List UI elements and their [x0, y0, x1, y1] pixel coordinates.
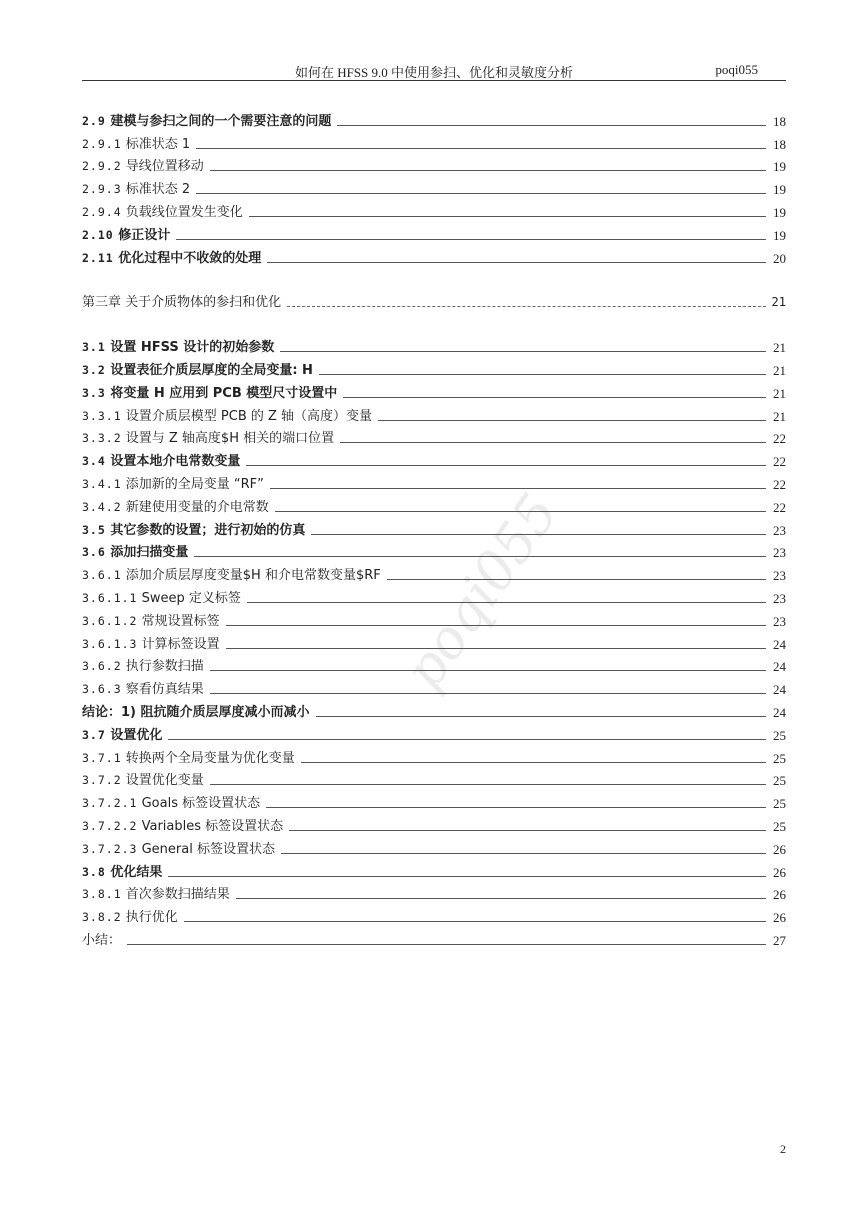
toc-entry-label	[82, 500, 269, 515]
toc-entry-text: 设置介质层模型 PCB 的 Z 轴（高度）变量	[125, 408, 373, 424]
toc-entry-number: 3.6.2	[82, 659, 122, 674]
toc-entry[interactable]	[82, 106, 786, 129]
toc-page-number: 22	[773, 499, 786, 515]
toc-entry-text: 常规设置标签	[141, 613, 220, 629]
toc-leader-line	[210, 170, 766, 171]
toc-page-number: 18	[773, 136, 786, 152]
toc-entry[interactable]	[82, 811, 786, 834]
toc-entry-text: 察看仿真结果	[125, 682, 204, 698]
table-of-contents	[82, 106, 786, 948]
toc-leader-line	[387, 579, 766, 580]
toc-page-number: 25	[773, 727, 786, 743]
toc-entry-label	[82, 819, 283, 834]
toc-leader-line	[168, 739, 766, 740]
toc-leader-line	[236, 898, 766, 899]
toc-entry-number: 2.9.1	[82, 136, 122, 151]
toc-entry-number: 3.7	[82, 727, 106, 742]
toc-entry-number: 3.3.2	[82, 431, 122, 446]
toc-entry-text: 第三章 关于介质物体的参扫和优化	[82, 295, 282, 311]
toc-entry-number: 3.7.1	[82, 750, 122, 765]
toc-entry-number: 3.8.2	[82, 910, 122, 925]
toc-page-number: 19	[773, 204, 786, 220]
toc-leader-line	[275, 511, 766, 512]
toc-entry[interactable]	[82, 129, 786, 152]
toc-entry-number: 3.6	[82, 545, 106, 560]
author-name: poqi055	[715, 62, 758, 77]
toc-entry-text: 添加新的全局变量 “RF”	[125, 476, 264, 492]
document-title: 如何在 HFSS 9.0 中使用参扫、优化和灵敏度分析	[294, 65, 574, 80]
toc-entry-number: 3.1	[82, 340, 106, 355]
toc-page-number: 21	[773, 408, 786, 424]
toc-entry[interactable]	[82, 629, 786, 652]
toc-page-number: 23	[773, 522, 786, 538]
toc-entry-label	[82, 431, 334, 446]
toc-entry[interactable]	[82, 652, 786, 675]
toc-entry-number: 3.2	[82, 362, 106, 377]
toc-entry-text: Goals 标签设置状态	[141, 796, 261, 812]
watermark: poqi055	[391, 482, 571, 701]
toc-entry[interactable]	[82, 515, 786, 538]
toc-entry-label	[82, 228, 170, 243]
toc-leader-line	[316, 716, 766, 717]
toc-entry-label	[82, 887, 230, 902]
toc-entry-label	[82, 933, 121, 948]
toc-leader-line	[176, 239, 766, 240]
toc-entry-number: 3.8.1	[82, 887, 122, 902]
toc-entry-label	[82, 545, 188, 560]
toc-entry[interactable]	[82, 446, 786, 469]
toc-entry-number: 2.9.4	[82, 204, 122, 219]
toc-entry-text: Variables 标签设置状态	[141, 818, 284, 834]
toc-entry-text: 导线位置移动	[125, 159, 204, 175]
toc-entry-text: 执行优化	[125, 910, 178, 926]
toc-entry-number: 2.10	[82, 227, 114, 242]
toc-page-number: 22	[773, 431, 786, 447]
toc-entry-text: 优化结果	[110, 864, 163, 880]
toc-entry-number: 3.7.2.3	[82, 841, 138, 856]
toc-page-number: 24	[773, 704, 786, 720]
toc-entry-label	[82, 295, 281, 310]
toc-leader-line	[249, 216, 766, 217]
toc-leader-line	[194, 556, 766, 557]
toc-entry-number: 2.9	[82, 113, 106, 128]
toc-leader-line	[247, 602, 766, 603]
toc-entry-text: 负载线位置发生变化	[125, 204, 243, 220]
toc-entry-label	[82, 865, 162, 880]
toc-page-number: 22	[773, 454, 786, 470]
toc-entry-number: 3.3.1	[82, 408, 122, 423]
toc-leader-line	[378, 420, 766, 421]
toc-entry-text: 设置表征介质层厚度的全局变量: H	[110, 362, 313, 378]
toc-entry-label	[82, 182, 190, 197]
toc-entry[interactable]	[82, 243, 786, 266]
toc-entry-number: 3.6.1	[82, 568, 122, 583]
toc-entry-label	[82, 251, 261, 266]
toc-entry-text: 优化过程中不收敛的处理	[118, 250, 262, 266]
toc-entry-label	[82, 773, 204, 788]
toc-entry[interactable]	[82, 197, 786, 220]
toc-entry[interactable]	[82, 401, 786, 424]
toc-entry-number: 3.8	[82, 864, 106, 879]
toc-page-number: 21	[773, 385, 786, 401]
toc-entry-label	[82, 751, 295, 766]
toc-leader-line	[281, 853, 766, 854]
toc-leader-line	[210, 784, 766, 785]
toc-entry[interactable]	[82, 880, 786, 903]
toc-leader-line	[226, 625, 766, 626]
toc-entry-text: 标准状态 2	[125, 182, 191, 198]
toc-entry[interactable]	[82, 743, 786, 766]
toc-page-number: 25	[773, 750, 786, 766]
toc-page-number: 22	[773, 476, 786, 492]
toc-entry-label	[82, 340, 274, 355]
toc-entry-text: 添加介质层厚度变量$H 和介电常数变量$RF	[125, 568, 381, 584]
toc-page-number: 24	[773, 682, 786, 698]
toc-leader-line	[184, 921, 766, 922]
toc-entry-number: 3.6.3	[82, 682, 122, 697]
toc-entry-number: 3.7.2.1	[82, 796, 138, 811]
toc-entry-label	[82, 137, 190, 152]
toc-page-number: 20	[773, 250, 786, 266]
toc-leader-line	[210, 693, 766, 694]
toc-entry-text: 转换两个全局变量为优化变量	[125, 750, 295, 766]
toc-entry-label	[82, 637, 220, 652]
toc-entry-text: 设置与 Z 轴高度$H 相关的端口位置	[125, 431, 335, 447]
toc-entry-text: 设置优化	[110, 727, 163, 743]
toc-page-number: 23	[773, 568, 786, 584]
toc-entry[interactable]	[82, 674, 786, 697]
toc-entry-label	[82, 910, 178, 925]
toc-entry-label	[82, 386, 337, 401]
toc-leader-line	[246, 465, 766, 466]
toc-entry[interactable]	[82, 424, 786, 447]
toc-entry-label	[82, 205, 243, 220]
toc-entry[interactable]	[82, 378, 786, 401]
toc-leader-line	[226, 648, 766, 649]
toc-entry[interactable]	[82, 697, 786, 720]
toc-entry-label	[82, 728, 162, 743]
toc-entry[interactable]	[82, 355, 786, 378]
toc-entry-text: Sweep 定义标签	[141, 590, 241, 606]
toc-leader-line	[301, 762, 766, 763]
toc-entry[interactable]	[82, 606, 786, 629]
toc-entry-text: 其它参数的设置；进行初始的仿真	[110, 522, 306, 538]
toc-leader-line	[267, 262, 766, 263]
toc-entry-label	[82, 614, 220, 629]
toc-entry-number: 3.7.2.2	[82, 818, 138, 833]
toc-page-number: 27	[773, 932, 786, 948]
toc-entry-number: 3.4.1	[82, 476, 122, 491]
toc-entry-text: 添加扫描变量	[110, 545, 189, 561]
toc-entry[interactable]	[82, 492, 786, 515]
toc-entry-text: 设置 HFSS 设计的初始参数	[110, 340, 275, 356]
toc-chapter-entry[interactable]	[82, 288, 786, 311]
toc-entry-label	[82, 796, 260, 811]
toc-entry-label	[82, 659, 204, 674]
toc-entry-text: 新建使用变量的介电常数	[125, 499, 269, 515]
toc-entry-number: 2.9.2	[82, 159, 122, 174]
toc-entry-label	[82, 363, 313, 378]
toc-entry-label	[82, 114, 331, 129]
toc-page-number: 26	[773, 864, 786, 880]
toc-entry-text: 结论：1) 阻抗随介质层厚度减小而减小	[82, 704, 310, 720]
toc-entry[interactable]	[82, 902, 786, 925]
toc-leader-line	[127, 944, 766, 945]
page-header	[82, 62, 786, 81]
toc-entry-label	[82, 523, 305, 538]
toc-entry[interactable]	[82, 925, 786, 948]
toc-entry[interactable]	[82, 152, 786, 175]
toc-entry-text: General 标签设置状态	[141, 841, 275, 857]
toc-leader-line	[319, 374, 766, 375]
toc-entry[interactable]	[82, 834, 786, 857]
toc-page-number: 26	[773, 910, 786, 926]
toc-page-number: 23	[773, 613, 786, 629]
toc-entry-text: 小结：	[82, 932, 122, 948]
toc-leader-line	[270, 488, 766, 489]
toc-leader-line	[287, 306, 766, 307]
toc-leader-line	[337, 125, 766, 126]
toc-entry-number: 3.3	[82, 385, 106, 400]
toc-page-number: 21	[773, 340, 786, 356]
toc-entry-text: 设置本地介电常数变量	[110, 454, 241, 470]
toc-entry-label	[82, 159, 204, 174]
toc-entry-number: 2.11	[82, 250, 114, 265]
toc-entry-number: 2.9.3	[82, 182, 122, 197]
toc-entry[interactable]	[82, 332, 786, 355]
toc-leader-line	[266, 807, 766, 808]
toc-leader-line	[196, 193, 766, 194]
toc-entry-label	[82, 568, 381, 583]
toc-entry-number: 3.4	[82, 454, 106, 469]
toc-leader-line	[168, 876, 766, 877]
toc-entry-number: 3.4.2	[82, 499, 122, 514]
toc-entry[interactable]	[82, 560, 786, 583]
toc-entry-number: 3.6.1.3	[82, 636, 138, 651]
toc-entry-text: 计算标签设置	[141, 636, 220, 652]
toc-entry-label	[82, 591, 241, 606]
toc-entry-label	[82, 842, 275, 857]
toc-leader-line	[340, 442, 766, 443]
toc-entry-number: 3.6.1.2	[82, 613, 138, 628]
toc-leader-line	[311, 534, 766, 535]
toc-page-number: 25	[773, 818, 786, 834]
toc-entry-label	[82, 682, 204, 697]
toc-entry-number: 3.6.1.1	[82, 590, 138, 605]
toc-leader-line	[343, 397, 766, 398]
toc-leader-line	[210, 670, 766, 671]
toc-page-number: 23	[773, 590, 786, 606]
toc-entry-text: 将变量 H 应用到 PCB 模型尺寸设置中	[110, 385, 338, 401]
toc-entry[interactable]	[82, 469, 786, 492]
toc-page-number: 19	[773, 159, 786, 175]
toc-page-number: 25	[773, 773, 786, 789]
toc-page-number: 19	[773, 227, 786, 243]
toc-entry[interactable]	[82, 857, 786, 880]
toc-entry[interactable]	[82, 220, 786, 243]
toc-entry-text: 建模与参扫之间的一个需要注意的问题	[110, 113, 332, 129]
toc-entry[interactable]	[82, 583, 786, 606]
toc-page-number: 25	[773, 796, 786, 812]
toc-page-number: 24	[773, 659, 786, 675]
toc-entry-text: 设置优化变量	[125, 773, 204, 789]
toc-leader-line	[280, 351, 766, 352]
toc-entry-label	[82, 477, 264, 492]
toc-entry[interactable]	[82, 174, 786, 197]
toc-entry-text: 执行参数扫描	[125, 659, 204, 675]
toc-page-number: 21	[771, 295, 786, 310]
toc-entry-label	[82, 454, 240, 469]
toc-page-number: 26	[773, 841, 786, 857]
toc-entry-text: 修正设计	[118, 227, 171, 243]
page-number: 2	[780, 1142, 786, 1156]
toc-page-number: 26	[773, 887, 786, 903]
toc-leader-line	[289, 830, 766, 831]
toc-entry[interactable]	[82, 720, 786, 743]
toc-entry-number: 3.5	[82, 522, 106, 537]
toc-leader-line	[196, 148, 766, 149]
toc-page-number: 19	[773, 182, 786, 198]
toc-page-number: 21	[773, 362, 786, 378]
toc-entry-text: 标准状态 1	[125, 136, 191, 152]
toc-page-number: 23	[773, 545, 786, 561]
toc-entry-label	[82, 409, 372, 424]
toc-entry-label	[82, 705, 310, 720]
toc-entry-text: 首次参数扫描结果	[125, 887, 230, 903]
toc-page-number: 24	[773, 636, 786, 652]
toc-entry[interactable]	[82, 766, 786, 789]
toc-entry[interactable]	[82, 788, 786, 811]
toc-entry-number: 3.7.2	[82, 773, 122, 788]
toc-entry[interactable]	[82, 538, 786, 561]
toc-page-number: 18	[773, 113, 786, 129]
